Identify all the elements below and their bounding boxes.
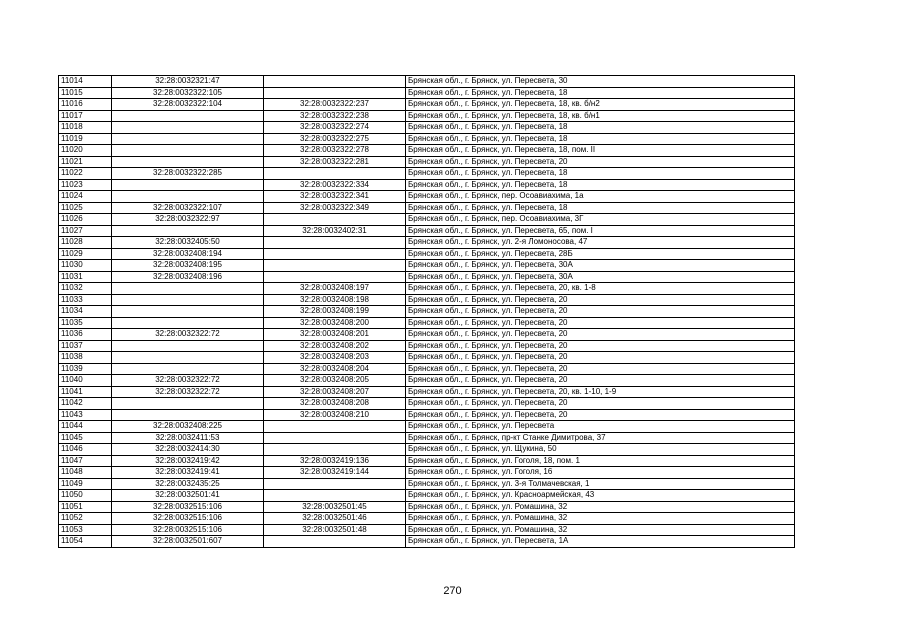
address-cell: Брянская обл., г. Брянск, ул. Пересвета, 28Б <box>406 248 795 260</box>
land-cadastral-number-cell: 32:28:0032501:607 <box>112 536 264 548</box>
registry-table <box>58 75 795 548</box>
land-cadastral-number-cell: 32:28:0032405:50 <box>112 237 264 249</box>
table-row <box>59 179 795 191</box>
row-number-cell: 11024 <box>59 191 112 203</box>
table-row <box>59 110 795 122</box>
object-cadastral-number-cell: 32:28:0032408:208 <box>264 398 406 410</box>
row-number-cell: 11048 <box>59 467 112 479</box>
address-cell: Брянская обл., г. Брянск, ул. Пересвета, 18 <box>406 168 795 180</box>
row-number-cell: 11023 <box>59 179 112 191</box>
row-number-cell: 11042 <box>59 398 112 410</box>
land-cadastral-number-cell <box>112 294 264 306</box>
table-row <box>59 317 795 329</box>
address-cell: Брянская обл., г. Брянск, ул. 3-я Толмачевская, 1 <box>406 478 795 490</box>
page-number: 270 <box>443 585 462 597</box>
object-cadastral-number-cell <box>264 237 406 249</box>
land-cadastral-number-cell <box>112 179 264 191</box>
address-cell: Брянская обл., г. Брянск, ул. Щукина, 50 <box>406 444 795 456</box>
land-cadastral-number-cell: 32:28:0032435:25 <box>112 478 264 490</box>
object-cadastral-number-cell: 32:28:0032408:199 <box>264 306 406 318</box>
table-row <box>59 122 795 134</box>
row-number-cell: 11040 <box>59 375 112 387</box>
address-cell: Брянская обл., г. Брянск, ул. Пересвета, 1А <box>406 536 795 548</box>
land-cadastral-number-cell: 32:28:0032408:225 <box>112 421 264 433</box>
address-cell: Брянская обл., г. Брянск, ул. Гоголя, 16 <box>406 467 795 479</box>
row-number-cell: 11050 <box>59 490 112 502</box>
land-cadastral-number-cell <box>112 398 264 410</box>
address-cell: Брянская обл., г. Брянск, ул. Пересвета, 18, кв. б/н2 <box>406 99 795 111</box>
table-row <box>59 455 795 467</box>
object-cadastral-number-cell: 32:28:0032322:274 <box>264 122 406 134</box>
object-cadastral-number-cell: 32:28:0032408:210 <box>264 409 406 421</box>
row-number-cell: 11026 <box>59 214 112 226</box>
object-cadastral-number-cell: 32:28:0032408:207 <box>264 386 406 398</box>
object-cadastral-number-cell: 32:28:0032408:197 <box>264 283 406 295</box>
object-cadastral-number-cell <box>264 271 406 283</box>
row-number-cell: 11039 <box>59 363 112 375</box>
row-number-cell: 11044 <box>59 421 112 433</box>
address-cell: Брянская обл., г. Брянск, ул. Пересвета, 18 <box>406 202 795 214</box>
row-number-cell: 11047 <box>59 455 112 467</box>
land-cadastral-number-cell: 32:28:0032322:104 <box>112 99 264 111</box>
row-number-cell: 11054 <box>59 536 112 548</box>
object-cadastral-number-cell: 32:28:0032322:238 <box>264 110 406 122</box>
address-cell: Брянская обл., г. Брянск, ул. Пересвета, 20, кв. 1-8 <box>406 283 795 295</box>
land-cadastral-number-cell: 32:28:0032414:30 <box>112 444 264 456</box>
land-cadastral-number-cell <box>112 110 264 122</box>
table-row <box>59 375 795 387</box>
address-cell: Брянская обл., г. Брянск, ул. Ромашина, 32 <box>406 524 795 536</box>
address-cell: Брянская обл., г. Брянск, ул. Пересвета, 20 <box>406 294 795 306</box>
land-cadastral-number-cell: 32:28:0032322:72 <box>112 329 264 341</box>
land-cadastral-number-cell: 32:28:0032322:105 <box>112 87 264 99</box>
land-cadastral-number-cell: 32:28:0032321:47 <box>112 76 264 88</box>
table-row <box>59 409 795 421</box>
land-cadastral-number-cell <box>112 225 264 237</box>
row-number-cell: 11017 <box>59 110 112 122</box>
land-cadastral-number-cell <box>112 306 264 318</box>
table-row <box>59 214 795 226</box>
land-cadastral-number-cell: 32:28:0032322:72 <box>112 386 264 398</box>
row-number-cell: 11022 <box>59 168 112 180</box>
object-cadastral-number-cell: 32:28:0032322:334 <box>264 179 406 191</box>
address-cell: Брянская обл., г. Брянск, ул. 2-я Ломоносова, 47 <box>406 237 795 249</box>
address-cell: Брянская обл., г. Брянск, ул. Пересвета, 18 <box>406 122 795 134</box>
row-number-cell: 11031 <box>59 271 112 283</box>
object-cadastral-number-cell <box>264 432 406 444</box>
table-row <box>59 386 795 398</box>
object-cadastral-number-cell: 32:28:0032408:200 <box>264 317 406 329</box>
row-number-cell: 11020 <box>59 145 112 157</box>
row-number-cell: 11038 <box>59 352 112 364</box>
land-cadastral-number-cell <box>112 191 264 203</box>
land-cadastral-number-cell: 32:28:0032322:285 <box>112 168 264 180</box>
object-cadastral-number-cell <box>264 444 406 456</box>
address-cell: Брянская обл., г. Брянск, ул. Пересвета, 20 <box>406 375 795 387</box>
row-number-cell: 11029 <box>59 248 112 260</box>
address-cell: Брянская обл., г. Брянск, ул. Пересвета, 18 <box>406 133 795 145</box>
table-row <box>59 202 795 214</box>
address-cell: Брянская обл., г. Брянск, ул. Пересвета, 20 <box>406 306 795 318</box>
address-cell: Брянская обл., г. Брянск, ул. Пересвета, 30А <box>406 260 795 272</box>
object-cadastral-number-cell: 32:28:0032501:45 <box>264 501 406 513</box>
row-number-cell: 11052 <box>59 513 112 525</box>
table-row <box>59 248 795 260</box>
object-cadastral-number-cell <box>264 214 406 226</box>
table-row <box>59 271 795 283</box>
object-cadastral-number-cell: 32:28:0032408:201 <box>264 329 406 341</box>
row-number-cell: 11053 <box>59 524 112 536</box>
object-cadastral-number-cell <box>264 248 406 260</box>
address-cell: Брянская обл., г. Брянск, ул. Пересвета, 30 <box>406 76 795 88</box>
table-row <box>59 490 795 502</box>
object-cadastral-number-cell: 32:28:0032322:275 <box>264 133 406 145</box>
row-number-cell: 11051 <box>59 501 112 513</box>
land-cadastral-number-cell: 32:28:0032408:194 <box>112 248 264 260</box>
row-number-cell: 11030 <box>59 260 112 272</box>
address-cell: Брянская обл., г. Брянск, ул. Пересвета, 20 <box>406 317 795 329</box>
table-row <box>59 363 795 375</box>
land-cadastral-number-cell <box>112 145 264 157</box>
table-row <box>59 329 795 341</box>
table-row <box>59 340 795 352</box>
table-row <box>59 524 795 536</box>
table-row <box>59 501 795 513</box>
address-cell: Брянская обл., г. Брянск, ул. Пересвета, 20 <box>406 398 795 410</box>
address-cell: Брянская обл., г. Брянск, ул. Пересвета, 30А <box>406 271 795 283</box>
land-cadastral-number-cell: 32:28:0032408:196 <box>112 271 264 283</box>
row-number-cell: 11018 <box>59 122 112 134</box>
object-cadastral-number-cell: 32:28:0032419:144 <box>264 467 406 479</box>
object-cadastral-number-cell <box>264 168 406 180</box>
table-row <box>59 225 795 237</box>
address-cell: Брянская обл., г. Брянск, ул. Ромашина, 32 <box>406 513 795 525</box>
table-row <box>59 283 795 295</box>
address-cell: Брянская обл., г. Брянск, ул. Гоголя, 18, пом. 1 <box>406 455 795 467</box>
object-cadastral-number-cell: 32:28:0032408:204 <box>264 363 406 375</box>
land-cadastral-number-cell <box>112 122 264 134</box>
address-cell: Брянская обл., г. Брянск, ул. Пересвета, 20 <box>406 409 795 421</box>
object-cadastral-number-cell <box>264 76 406 88</box>
land-cadastral-number-cell: 32:28:0032419:41 <box>112 467 264 479</box>
object-cadastral-number-cell: 32:28:0032322:237 <box>264 99 406 111</box>
row-number-cell: 11032 <box>59 283 112 295</box>
address-cell: Брянская обл., г. Брянск, ул. Пересвета, 18 <box>406 87 795 99</box>
table-row <box>59 191 795 203</box>
table-row <box>59 168 795 180</box>
table-row <box>59 432 795 444</box>
land-cadastral-number-cell <box>112 317 264 329</box>
row-number-cell: 11028 <box>59 237 112 249</box>
object-cadastral-number-cell: 32:28:0032419:136 <box>264 455 406 467</box>
table-row <box>59 294 795 306</box>
row-number-cell: 11021 <box>59 156 112 168</box>
table-row <box>59 87 795 99</box>
land-cadastral-number-cell <box>112 133 264 145</box>
table-row <box>59 99 795 111</box>
object-cadastral-number-cell: 32:28:0032402:31 <box>264 225 406 237</box>
land-cadastral-number-cell: 32:28:0032322:107 <box>112 202 264 214</box>
object-cadastral-number-cell: 32:28:0032408:198 <box>264 294 406 306</box>
address-cell: Брянская обл., г. Брянск, ул. Пересвета, 20 <box>406 352 795 364</box>
row-number-cell: 11049 <box>59 478 112 490</box>
land-cadastral-number-cell: 32:28:0032515:106 <box>112 524 264 536</box>
address-cell: Брянская обл., г. Брянск, ул. Пересвета, 65, пом. I <box>406 225 795 237</box>
table-row <box>59 76 795 88</box>
address-cell: Брянская обл., г. Брянск, ул. Пересвета, 20 <box>406 340 795 352</box>
object-cadastral-number-cell: 32:28:0032408:205 <box>264 375 406 387</box>
row-number-cell: 11033 <box>59 294 112 306</box>
address-cell: Брянская обл., г. Брянск, пер. Осоавиахима, 3Г <box>406 214 795 226</box>
table-row <box>59 398 795 410</box>
address-cell: Брянская обл., г. Брянск, ул. Пересвета, 20 <box>406 156 795 168</box>
land-cadastral-number-cell: 32:28:0032419:42 <box>112 455 264 467</box>
land-cadastral-number-cell: 32:28:0032515:106 <box>112 501 264 513</box>
land-cadastral-number-cell: 32:28:0032501:41 <box>112 490 264 502</box>
land-cadastral-number-cell <box>112 352 264 364</box>
object-cadastral-number-cell: 32:28:0032408:202 <box>264 340 406 352</box>
table-row <box>59 536 795 548</box>
address-cell: Брянская обл., г. Брянск, ул. Красноармейская, 43 <box>406 490 795 502</box>
row-number-cell: 11041 <box>59 386 112 398</box>
table-row <box>59 156 795 168</box>
land-cadastral-number-cell: 32:28:0032515:106 <box>112 513 264 525</box>
row-number-cell: 11046 <box>59 444 112 456</box>
table-row <box>59 478 795 490</box>
land-cadastral-number-cell <box>112 363 264 375</box>
row-number-cell: 11035 <box>59 317 112 329</box>
row-number-cell: 11045 <box>59 432 112 444</box>
object-cadastral-number-cell: 32:28:0032408:203 <box>264 352 406 364</box>
object-cadastral-number-cell: 32:28:0032501:48 <box>264 524 406 536</box>
row-number-cell: 11034 <box>59 306 112 318</box>
address-cell: Брянская обл., г. Брянск, пр-кт Станке Димитрова, 37 <box>406 432 795 444</box>
object-cadastral-number-cell: 32:28:0032501:46 <box>264 513 406 525</box>
address-cell: Брянская обл., г. Брянск, ул. Пересвета, 20 <box>406 363 795 375</box>
table-row <box>59 145 795 157</box>
address-cell: Брянская обл., г. Брянск, пер. Осоавиахима, 1а <box>406 191 795 203</box>
table-row <box>59 352 795 364</box>
row-number-cell: 11014 <box>59 76 112 88</box>
row-number-cell: 11019 <box>59 133 112 145</box>
object-cadastral-number-cell <box>264 87 406 99</box>
object-cadastral-number-cell <box>264 536 406 548</box>
table-row <box>59 306 795 318</box>
land-cadastral-number-cell <box>112 340 264 352</box>
row-number-cell: 11015 <box>59 87 112 99</box>
object-cadastral-number-cell: 32:28:0032322:278 <box>264 145 406 157</box>
row-number-cell: 11016 <box>59 99 112 111</box>
row-number-cell: 11043 <box>59 409 112 421</box>
object-cadastral-number-cell: 32:28:0032322:341 <box>264 191 406 203</box>
table-row <box>59 467 795 479</box>
land-cadastral-number-cell: 32:28:0032322:97 <box>112 214 264 226</box>
object-cadastral-number-cell <box>264 490 406 502</box>
object-cadastral-number-cell <box>264 421 406 433</box>
land-cadastral-number-cell: 32:28:0032411:53 <box>112 432 264 444</box>
object-cadastral-number-cell <box>264 260 406 272</box>
registry-table-body <box>59 76 795 548</box>
table-row <box>59 260 795 272</box>
address-cell: Брянская обл., г. Брянск, ул. Пересвета, 18, пом. II <box>406 145 795 157</box>
table-row <box>59 133 795 145</box>
land-cadastral-number-cell: 32:28:0032408:195 <box>112 260 264 272</box>
table-row <box>59 513 795 525</box>
object-cadastral-number-cell: 32:28:0032322:281 <box>264 156 406 168</box>
land-cadastral-number-cell <box>112 409 264 421</box>
row-number-cell: 11025 <box>59 202 112 214</box>
object-cadastral-number-cell <box>264 478 406 490</box>
row-number-cell: 11027 <box>59 225 112 237</box>
address-cell: Брянская обл., г. Брянск, ул. Пересвета, 18 <box>406 179 795 191</box>
land-cadastral-number-cell <box>112 156 264 168</box>
land-cadastral-number-cell <box>112 283 264 295</box>
land-cadastral-number-cell: 32:28:0032322:72 <box>112 375 264 387</box>
address-cell: Брянская обл., г. Брянск, ул. Ромашина, 32 <box>406 501 795 513</box>
table-row <box>59 421 795 433</box>
address-cell: Брянская обл., г. Брянск, ул. Пересвета, 20, кв. 1-10, 1-9 <box>406 386 795 398</box>
table-row <box>59 237 795 249</box>
table-row <box>59 444 795 456</box>
address-cell: Брянская обл., г. Брянск, ул. Пересвета, 20 <box>406 329 795 341</box>
object-cadastral-number-cell: 32:28:0032322:349 <box>264 202 406 214</box>
row-number-cell: 11037 <box>59 340 112 352</box>
row-number-cell: 11036 <box>59 329 112 341</box>
address-cell: Брянская обл., г. Брянск, ул. Пересвета, 18, кв. б/н1 <box>406 110 795 122</box>
address-cell: Брянская обл., г. Брянск, ул. Пересвета <box>406 421 795 433</box>
